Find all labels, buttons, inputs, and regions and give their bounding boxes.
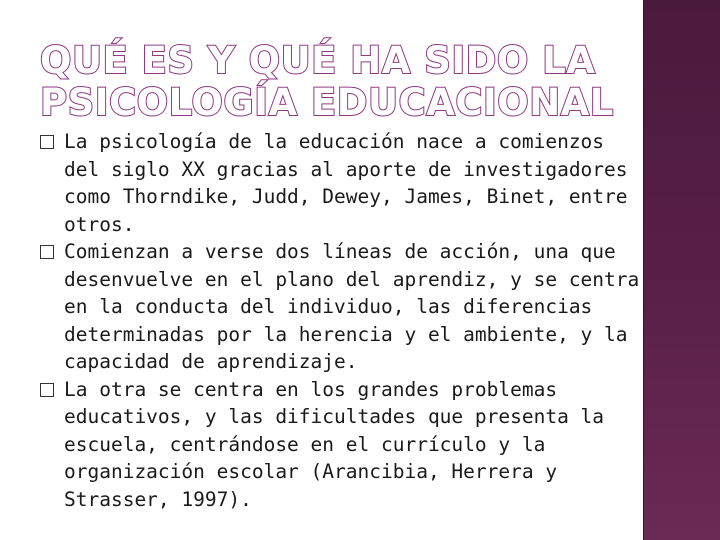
title-line-1: QUÉ ES Y QUÉ HA SIDO LA <box>40 39 596 82</box>
bullet-text: Comienzan a verse dos líneas de acción, una que desenvuelve en el plano del aprendiz, y se centra en la conducta del individuo, las diferencias determinadas por la herencia y el ambiente, y la capacidad de aprendizaje. <box>64 240 640 373</box>
decorative-side-band <box>643 0 720 540</box>
checkbox-square-icon <box>40 135 54 149</box>
checkbox-square-icon <box>40 245 54 259</box>
bullet-item <box>40 238 640 376</box>
bullet-list <box>40 128 640 513</box>
slide-title <box>40 40 630 124</box>
checkbox-square-icon <box>40 383 54 397</box>
bullet-text: La psicología de la educación nace a comienzos del siglo XX gracias al aporte de investigadores como Thorndike, Judd, Dewey, James, Binet, entre otros. <box>64 130 628 236</box>
bullet-text: La otra se centra en los grandes problemas educativos, y las dificultades que presenta la escuela, centrándose en el currículo y la organización escolar (Arancibia, Herrera y Strasser, 1997). <box>64 377 605 511</box>
bullet-item <box>40 376 640 514</box>
bullet-item <box>40 128 640 238</box>
title-line-2: PSICOLOGÍA EDUCACIONAL <box>40 81 614 124</box>
